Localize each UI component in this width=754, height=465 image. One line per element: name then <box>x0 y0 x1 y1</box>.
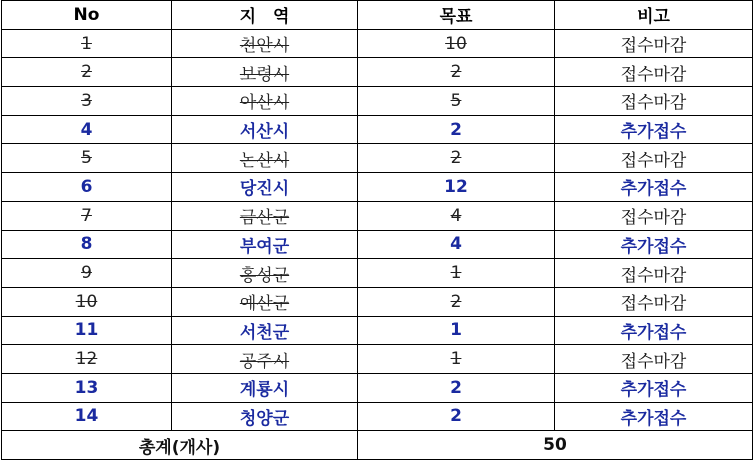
row-note: 접수마감 <box>555 259 753 288</box>
row-region: 금산군 <box>172 201 358 230</box>
row-note: 추가접수 <box>555 115 753 144</box>
row-no: 14 <box>2 402 172 431</box>
table-row <box>2 58 753 87</box>
row-no: 8 <box>2 230 172 259</box>
row-target: 1 <box>358 345 555 374</box>
row-note: 접수마감 <box>555 201 753 230</box>
header-target: 목표 <box>358 1 555 30</box>
row-region: 서천군 <box>172 316 358 345</box>
row-note: 추가접수 <box>555 373 753 402</box>
row-target: 5 <box>358 87 555 116</box>
row-region: 예산군 <box>172 287 358 316</box>
row-note: 접수마감 <box>555 58 753 87</box>
region-target-table <box>1 0 753 460</box>
row-region: 당진시 <box>172 173 358 202</box>
table-row <box>2 230 753 259</box>
header-region: 지 역 <box>172 1 358 30</box>
table-row <box>2 287 753 316</box>
row-note: 접수마감 <box>555 144 753 173</box>
row-note: 접수마감 <box>555 29 753 58</box>
row-no: 6 <box>2 173 172 202</box>
row-target: 2 <box>358 144 555 173</box>
row-target: 2 <box>358 58 555 87</box>
table-row <box>2 345 753 374</box>
row-region: 아산시 <box>172 87 358 116</box>
row-no: 9 <box>2 259 172 288</box>
table-row <box>2 316 753 345</box>
row-target: 2 <box>358 402 555 431</box>
row-target: 12 <box>358 173 555 202</box>
table-row <box>2 87 753 116</box>
row-region: 서산시 <box>172 115 358 144</box>
row-no: 7 <box>2 201 172 230</box>
table-body <box>2 29 753 431</box>
row-region: 보령시 <box>172 58 358 87</box>
row-no: 2 <box>2 58 172 87</box>
table-row <box>2 201 753 230</box>
row-region: 청양군 <box>172 402 358 431</box>
row-no: 13 <box>2 373 172 402</box>
table-row <box>2 29 753 58</box>
row-no: 12 <box>2 345 172 374</box>
table-row <box>2 259 753 288</box>
table-row <box>2 402 753 431</box>
header-note: 비고 <box>555 1 753 30</box>
row-target: 10 <box>358 29 555 58</box>
row-region: 논산시 <box>172 144 358 173</box>
row-region: 천안시 <box>172 29 358 58</box>
row-note: 접수마감 <box>555 345 753 374</box>
row-region: 홍성군 <box>172 259 358 288</box>
row-note: 추가접수 <box>555 402 753 431</box>
row-no: 1 <box>2 29 172 58</box>
header-no: No <box>2 1 172 30</box>
total-label: 총계(개사) <box>2 431 358 460</box>
row-no: 3 <box>2 87 172 116</box>
row-region: 계룡시 <box>172 373 358 402</box>
row-note: 추가접수 <box>555 316 753 345</box>
row-target: 1 <box>358 259 555 288</box>
row-target: 4 <box>358 201 555 230</box>
row-target: 1 <box>358 316 555 345</box>
total-row <box>2 431 753 460</box>
table-row <box>2 373 753 402</box>
total-value: 50 <box>358 431 753 460</box>
row-note: 접수마감 <box>555 287 753 316</box>
row-target: 4 <box>358 230 555 259</box>
row-note: 추가접수 <box>555 230 753 259</box>
table-row <box>2 144 753 173</box>
row-region: 부여군 <box>172 230 358 259</box>
row-no: 11 <box>2 316 172 345</box>
table-row <box>2 173 753 202</box>
row-no: 10 <box>2 287 172 316</box>
row-target: 2 <box>358 287 555 316</box>
row-no: 4 <box>2 115 172 144</box>
row-note: 접수마감 <box>555 87 753 116</box>
row-target: 2 <box>358 115 555 144</box>
row-no: 5 <box>2 144 172 173</box>
row-region: 공주시 <box>172 345 358 374</box>
table-header-row <box>2 1 753 30</box>
row-target: 2 <box>358 373 555 402</box>
row-note: 추가접수 <box>555 173 753 202</box>
table-row <box>2 115 753 144</box>
